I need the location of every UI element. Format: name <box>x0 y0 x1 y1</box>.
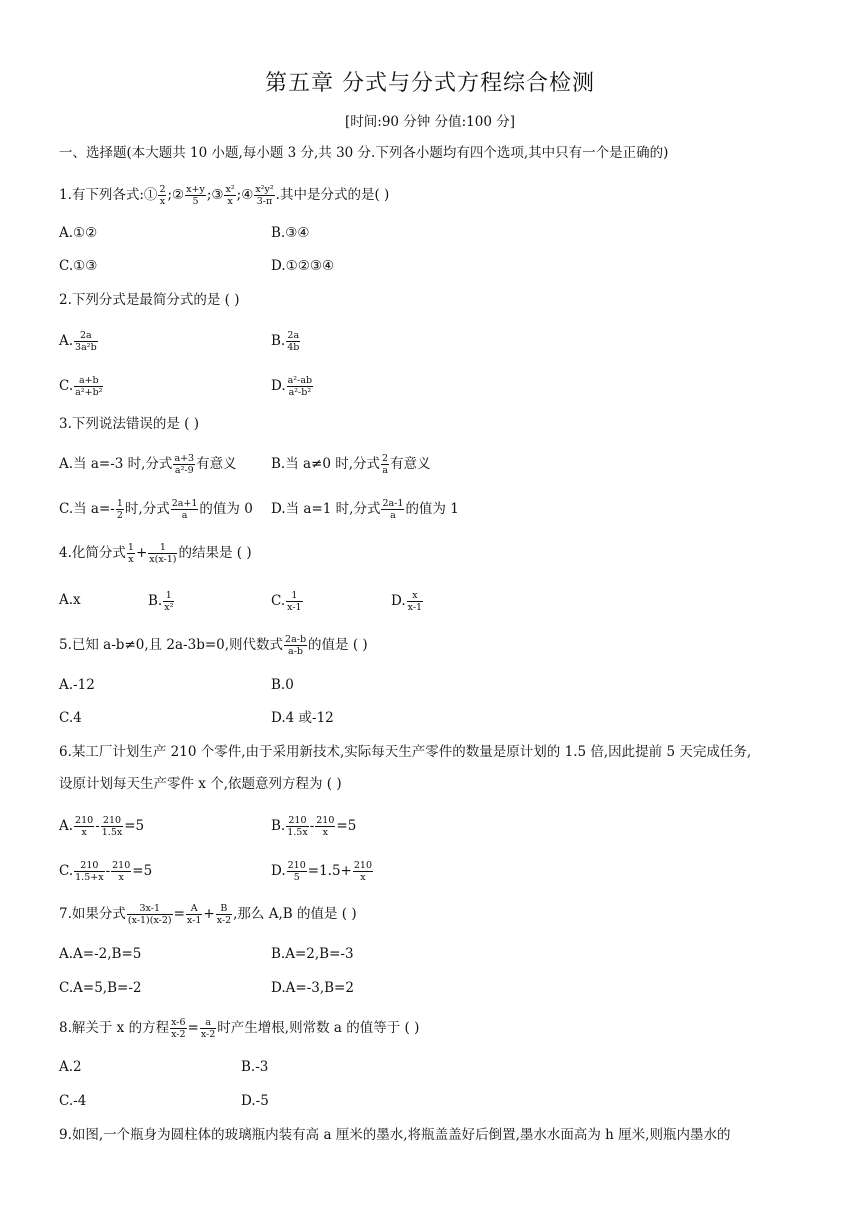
q4-option-c: C. $\frac{1}{x-1}$ <box>271 590 302 613</box>
fraction: $\frac{210}{x}$ <box>112 860 131 883</box>
q6-option-b: B. $\frac{210}{1.5x}$ - $\frac{210}{x}$ =5 <box>271 815 357 838</box>
fraction: $\frac{\text{x²y²}}{3-\pi}$ <box>255 184 274 207</box>
question-6-stem-line1: 6.某工厂计划生产 210 个零件,由于采用新技术,实际每天生产零件的数量是原计划的 1.5 倍,因此提前 5 天完成任务, <box>59 744 752 760</box>
fraction: $\frac{1}{x-1}$ <box>287 590 302 613</box>
fraction: $\frac{210}{x}$ <box>75 815 94 838</box>
question-5-stem: 5.已知 a-b≠0,且 2a-3b=0,则代数式 $\frac{2a-b}{a-b}$ 的值是 ( ) <box>59 634 368 657</box>
fraction: $\frac{1}{2}$ <box>116 498 123 521</box>
fraction: $\frac{2a-b}{a-b}$ <box>285 634 307 657</box>
fraction: $\frac{210}{1.5x}$ <box>287 815 308 838</box>
section-heading: 一、选择题(本大题共 10 小题,每小题 3 分,共 30 分.下列各小题均有四个选项,其中只有一个是正确的) <box>59 145 669 161</box>
q1-option-c: C.①③ <box>59 258 98 274</box>
q8-option-c: C.-4 <box>59 1093 87 1109</box>
fraction: $\frac{210}{1.5+x}$ <box>75 860 104 883</box>
q5-option-c: C.4 <box>59 710 82 726</box>
q8-option-d: D.-5 <box>241 1093 269 1109</box>
q6-option-a: A. $\frac{210}{x}$ - $\frac{210}{1.5x}$ =5 <box>59 815 145 838</box>
question-4-stem: 4.化简分式 $\frac{1}{x}$ + $\frac{1}{x(x-1)}$ 的结果是 ( ) <box>59 542 252 565</box>
fraction: $\frac{2a+1}{a}$ <box>171 498 198 521</box>
fraction: $\frac{2}{a}$ <box>382 453 389 476</box>
question-2-stem: 2.下列分式是最简分式的是 ( ) <box>59 292 240 308</box>
question-3-stem: 3.下列说法错误的是 ( ) <box>59 416 199 432</box>
q6-option-d: D. $\frac{210}{5}$ =1.5+ $\frac{210}{x}$ <box>271 860 373 883</box>
question-7-stem: 7.如果分式 $\frac{3x-1}{(x-1)(x-2)}$ = $\frac{A}{x-1}$ + $\frac{B}{x-2}$ ,那么 A,B 的值是 ( ) <box>59 903 357 926</box>
exam-info: [时间:90 分钟 分值:100 分] <box>345 114 515 130</box>
q7-option-b: B.A=2,B=-3 <box>271 946 354 962</box>
q7-option-c: C.A=5,B=-2 <box>59 980 142 996</box>
fraction: $\frac{a+3}{\text{a²-9}}$ <box>174 453 195 476</box>
q3-option-c: C.当 a=- $\frac{1}{2}$ 时,分式 $\frac{2a+1}{a}$ 的值为 0 <box>59 498 253 521</box>
q2-option-b: B. $\frac{2a}{4b}$ <box>271 330 300 353</box>
question-8-stem: 8.解关于 x 的方程 $\frac{x-6}{x-2}$ = $\frac{a}{x-2}$ 时产生增根,则常数 a 的值等于 ( ) <box>59 1017 420 1040</box>
q5-option-d: D.4 或-12 <box>271 710 334 726</box>
q3-option-d: D.当 a=1 时,分式 $\frac{2a-1}{a}$ 的值为 1 <box>271 498 459 521</box>
q7-option-a: A.A=-2,B=5 <box>59 946 142 962</box>
fraction: $\frac{B}{x-2}$ <box>216 903 232 926</box>
q1-option-d: D.①②③④ <box>271 258 335 274</box>
fraction: $\frac{x+y}{5}$ <box>186 184 205 207</box>
fraction: $\frac{1}{x(x-1)}$ <box>149 542 177 565</box>
q3-option-a: A.当 a=-3 时,分式 $\frac{a+3}{\text{a²-9}}$ 有意义 <box>59 453 237 476</box>
q8-option-a: A.2 <box>59 1059 82 1075</box>
q5-option-a: A.-12 <box>59 677 95 693</box>
fraction: $\frac{3x-1}{(x-1)(x-2)}$ <box>127 903 172 926</box>
fraction: $\frac{\text{a²-ab}}{\text{a²-b²}}$ <box>287 375 313 398</box>
q2-option-d: D. $\frac{\text{a²-ab}}{\text{a²-b²}}$ <box>271 375 313 398</box>
q2-option-c: C. $\frac{a+b}{\text{a²+b²}}$ <box>59 375 103 398</box>
q4-option-d: D. $\frac{x}{x-1}$ <box>391 590 423 613</box>
fraction: $\frac{a}{x-2}$ <box>200 1017 216 1040</box>
q2-option-a: A. $\frac{2a}{\text{3a²b}}$ <box>59 330 97 353</box>
question-9-stem: 9.如图,一个瓶身为圆柱体的玻璃瓶内装有高 a 厘米的墨水,将瓶盖盖好后倒置,墨水水面高为 h 厘米,则瓶内墨水的 <box>59 1127 731 1143</box>
q4-option-a: A.x <box>59 592 81 608</box>
fraction: $\frac{a+b}{\text{a²+b²}}$ <box>75 375 103 398</box>
fraction: $\frac{2}{x}$ <box>159 184 166 207</box>
q7-option-d: D.A=-3,B=2 <box>271 980 354 996</box>
q5-option-b: B.0 <box>271 677 294 693</box>
fraction: $\frac{\text{x²}}{x}$ <box>225 184 235 207</box>
q8-option-b: B.-3 <box>241 1059 269 1075</box>
question-6-stem-line2: 设原计划每天生产零件 x 个,依题意列方程为 ( ) <box>59 776 342 792</box>
fraction: $\frac{1}{\text{x²}}$ <box>164 590 174 613</box>
fraction: $\frac{210}{x}$ <box>353 860 373 883</box>
fraction: $\frac{1}{x}$ <box>127 542 134 565</box>
question-1-stem: 1.有下列各式:① $\frac{2}{x}$ ;② $\frac{x+y}{5}$ ;③ $\frac{\text{x²}}{x}$ ;④ $\frac{\text{x²y²}}{3-\pi}$ .其中是分式的是( ) <box>59 184 390 207</box>
fraction: $\frac{2a}{\text{3a²b}}$ <box>75 330 97 353</box>
fraction: $\frac{x-6}{x-2}$ <box>171 1017 186 1040</box>
page-title: 第五章 分式与分式方程综合检测 <box>265 71 595 96</box>
fraction: $\frac{2a}{4b}$ <box>287 330 300 353</box>
fraction: $\frac{210}{x}$ <box>316 815 335 838</box>
fraction: $\frac{2a-1}{a}$ <box>382 498 404 521</box>
fraction: $\frac{A}{x-1}$ <box>186 903 202 926</box>
fraction: $\frac{210}{1.5x}$ <box>101 815 123 838</box>
q1-option-b: B.③④ <box>271 225 310 241</box>
q4-option-b: B. $\frac{1}{\text{x²}}$ <box>148 590 174 613</box>
q3-option-b: B.当 a≠0 时,分式 $\frac{2}{a}$ 有意义 <box>271 453 431 476</box>
q1-option-a: A.①② <box>59 225 98 241</box>
q6-option-c: C. $\frac{210}{1.5+x}$ - $\frac{210}{x}$ =5 <box>59 860 153 883</box>
fraction: $\frac{210}{5}$ <box>287 860 306 883</box>
fraction: $\frac{x}{x-1}$ <box>407 590 423 613</box>
